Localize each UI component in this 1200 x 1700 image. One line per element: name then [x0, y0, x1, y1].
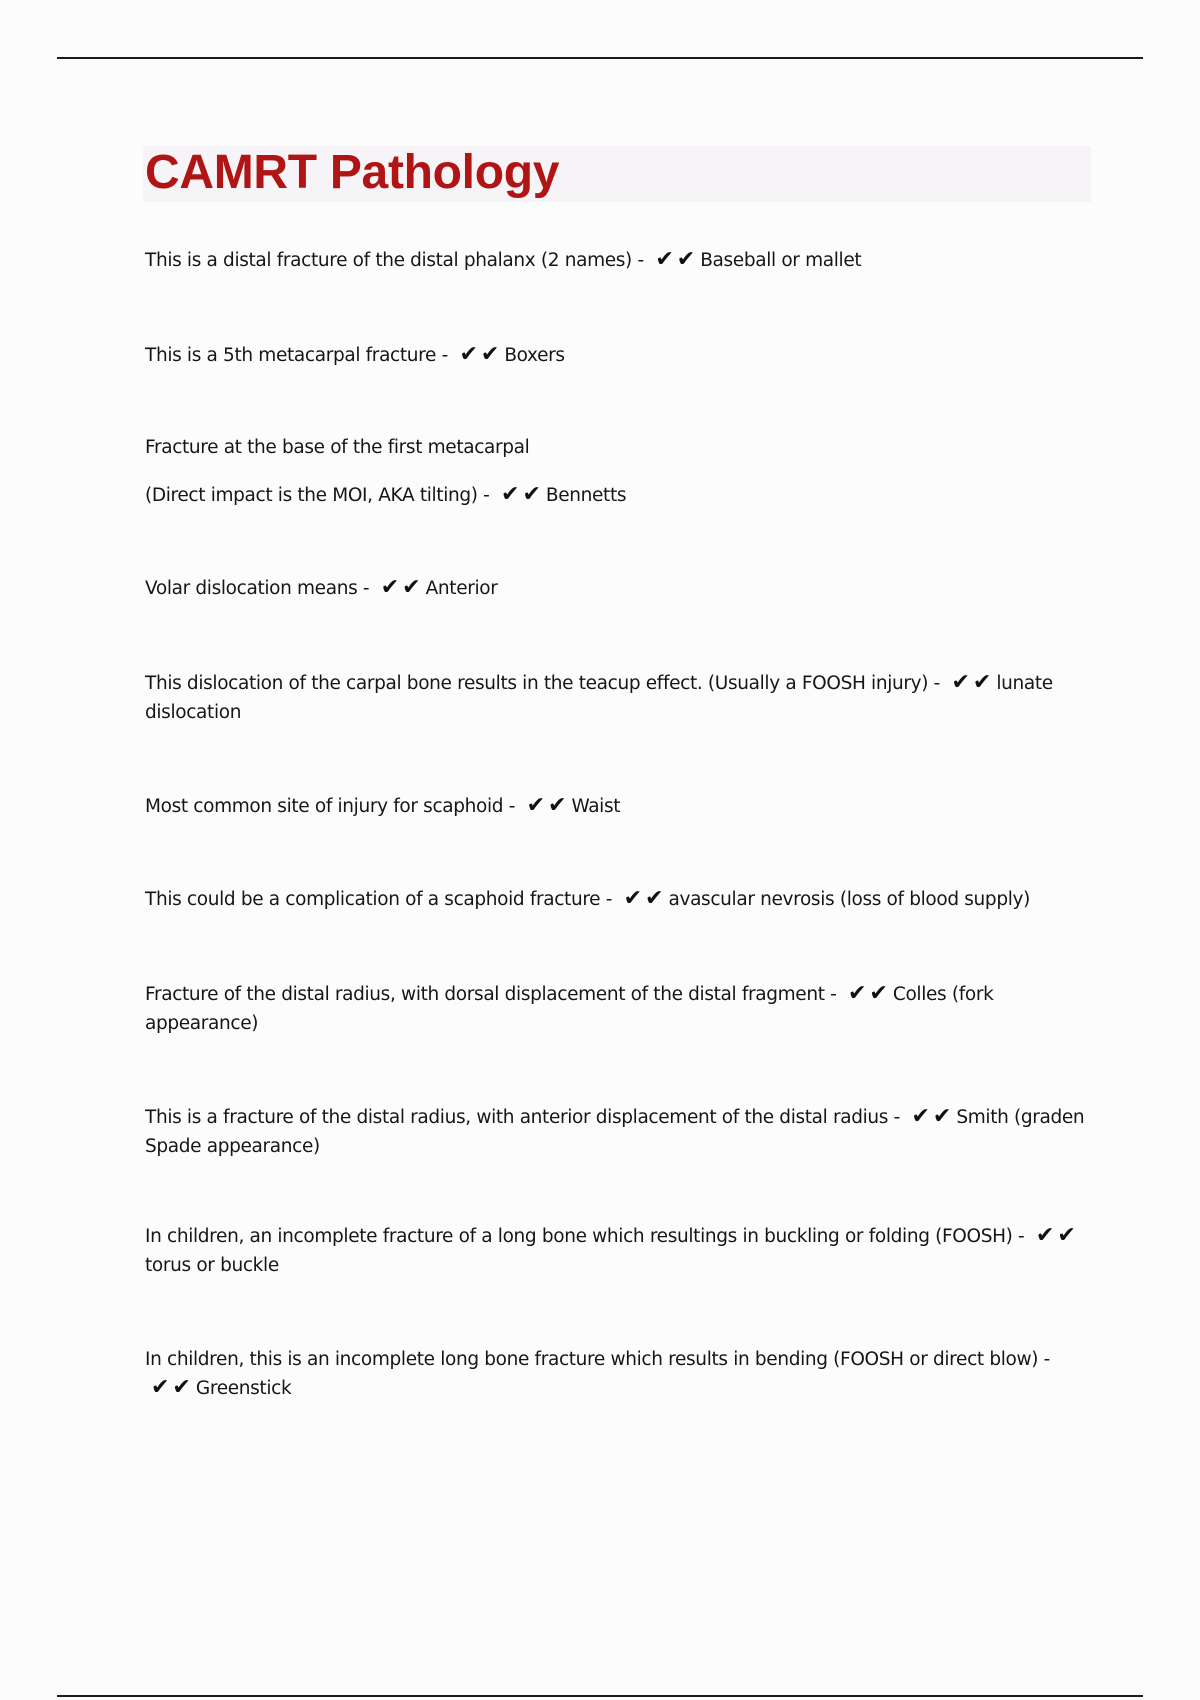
question-text: In children, an incomplete fracture of a long bone which resultings in buckling or folding (FOOSH) -	[145, 1226, 1025, 1247]
answer-text: Greenstick	[195, 1378, 292, 1399]
check-icon: ✔✔	[501, 482, 544, 507]
answer-text: Boxers	[504, 345, 565, 366]
question-text: This dislocation of the carpal bone results in the teacup effect. (Usually a FOOSH injury) -	[145, 673, 940, 694]
check-icon: ✔✔	[380, 575, 424, 600]
answer-text: Colles (fork appearance)	[145, 984, 994, 1034]
check-icon: ✔✔	[623, 886, 667, 911]
page-title: CAMRT Pathology	[145, 146, 560, 199]
check-icon: ✔✔	[151, 1375, 194, 1400]
answer-text: avascular nevrosis (loss of blood supply)	[668, 889, 1030, 910]
check-icon: ✔✔	[655, 247, 699, 272]
qa-item-question-line: Fracture at the base of the first metacarpal	[145, 437, 530, 458]
answer-text: Waist	[571, 796, 621, 817]
answer-text: Anterior	[425, 578, 498, 599]
check-icon: ✔✔	[1035, 1223, 1079, 1248]
qa-item	[145, 792, 1085, 821]
question-text: In children, this is an incomplete long bone fracture which results in bending (FOOSH or direct blow) -	[145, 1349, 1050, 1370]
qa-item	[145, 246, 1085, 275]
check-icon: ✔✔	[526, 793, 570, 818]
qa-item	[145, 1222, 1085, 1280]
qa-item	[145, 481, 1085, 510]
qa-item	[145, 885, 1085, 914]
question-text: (Direct impact is the MOI, AKA tilting) -	[145, 485, 490, 506]
answer-text: Bennetts	[545, 485, 627, 506]
qa-item	[145, 669, 1085, 727]
question-text: This could be a complication of a scaphoid fracture -	[145, 889, 613, 910]
answer-text: Baseball or mallet	[700, 250, 862, 271]
qa-item	[145, 574, 1085, 603]
check-icon: ✔✔	[848, 981, 891, 1006]
qa-item	[145, 1345, 1085, 1403]
answer-text: torus or buckle	[145, 1255, 279, 1276]
question-text: Most common site of injury for scaphoid -	[145, 796, 516, 817]
check-icon: ✔✔	[951, 670, 995, 695]
answer-text: lunate dislocation	[145, 673, 1053, 723]
question-text: Fracture of the distal radius, with dorsal displacement of the distal fragment -	[145, 984, 837, 1005]
question-text: This is a 5th metacarpal fracture -	[145, 345, 448, 366]
question-text: This is a distal fracture of the distal phalanx (2 names) -	[145, 250, 644, 271]
header-rule	[57, 57, 1143, 59]
qa-item	[145, 1103, 1085, 1161]
answer-text: Smith (graden Spade appearance)	[145, 1107, 1085, 1157]
qa-item	[145, 341, 1085, 370]
question-text: Volar dislocation means -	[145, 578, 370, 599]
footer-rule	[57, 1695, 1143, 1697]
qa-item	[145, 980, 1085, 1038]
question-text: This is a fracture of the distal radius, with anterior displacement of the distal radius -	[145, 1107, 900, 1128]
check-icon: ✔✔	[459, 342, 503, 367]
check-icon: ✔✔	[911, 1104, 955, 1129]
